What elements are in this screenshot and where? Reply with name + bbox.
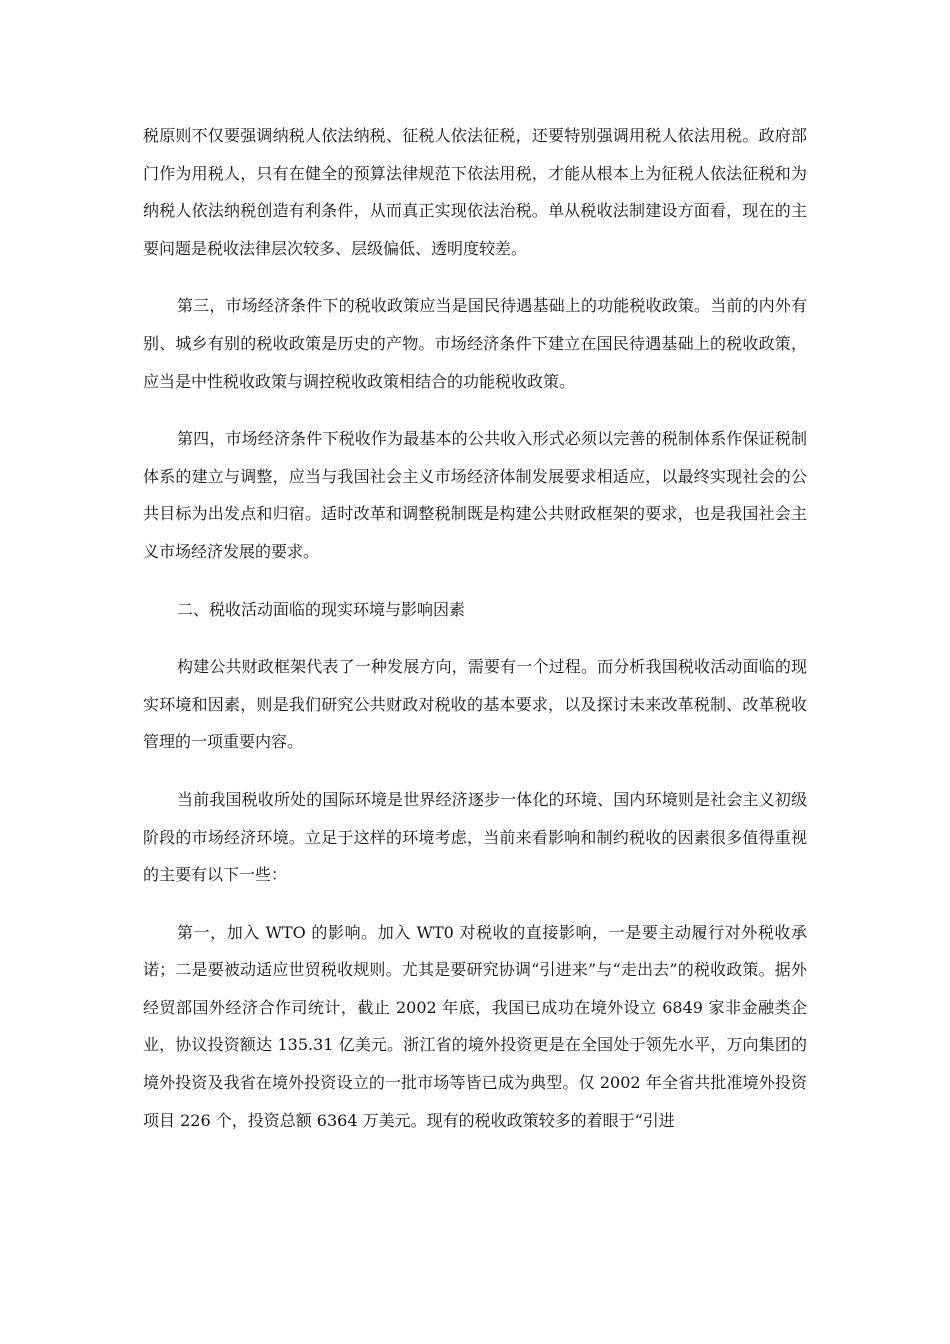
section-heading: 二、税收活动面临的现实环境与影响因素	[177, 599, 466, 619]
paragraph-third-point: 第三，市场经济条件下的税收政策应当是国民待遇基础上的功能税收政策。当前的内外有别、城乡有别的税收政策是历史的产物。市场经济条件下建立在国民待遇基础上的税收政策，应当是中性税收政策与调控税收政策相结合的功能税收政策。	[143, 296, 807, 391]
paragraph-fourth-point: 第四，市场经济条件下税收作为最基本的公共收入形式必须以完善的税制体系作保证税制体系的建立与调整，应当与我国社会主义市场经济体制发展要求相适应，以最终实现社会的公共目标为出发点和归宿。适时改革和调整税制既是构建公共财政框架的要求，也是我国社会主义市场经济发展的要求。	[143, 429, 807, 561]
paragraph-wto: 第一，加入 WTO 的影响。加入 WT0 对税收的直接影响，一是要主动履行对外税收承诺；二是要被动适应世贸税收规则。尤其是要研究协调“引进来”与“走出去”的税收政策。据外经贸部国外经济合作司统计，截止 2002 年底，我国已成功在境外设立 6849 家非金融类企业，协议投资额达 135.31 亿美元。浙江省的境外投资更是在全国处于领先水平，万向集团的境外投资及我省在境外投资设立的一批市场等皆已成为典型。仅 2002 年全省共批准境外投资项目 226 个，投资总额 6364 万美元。现有的税收政策较多的着眼于“引进	[143, 922, 807, 1130]
document-page	[143, 117, 807, 1159]
paragraph-framework: 构建公共财政框架代表了一种发展方向，需要有一个过程。而分析我国税收活动面临的现实环境和因素，则是我们研究公共财政对税收的基本要求，以及探讨未来改革税制、改革税收管理的一项重要内容。	[143, 657, 807, 752]
paragraph-tax-law: 税原则不仅要强调纳税人依法纳税、征税人依法征税，还要特别强调用税人依法用税。政府部门作为用税人，只有在健全的预算法律规范下依法用税，才能从根本上为征税人依法征税和为纳税人依法纳税创造有利条件，从而真正实现依法治税。单从税收法制建设方面看，现在的主要问题是税收法律层次较多、层级偏低、透明度较差。	[143, 126, 807, 258]
paragraph-environment: 当前我国税收所处的国际环境是世界经济逐步一体化的环境、国内环境则是社会主义初级阶段的市场经济环境。立足于这样的环境考虑，当前来看影响和制约税收的因素很多值得重视的主要有以下一些：	[143, 789, 807, 885]
